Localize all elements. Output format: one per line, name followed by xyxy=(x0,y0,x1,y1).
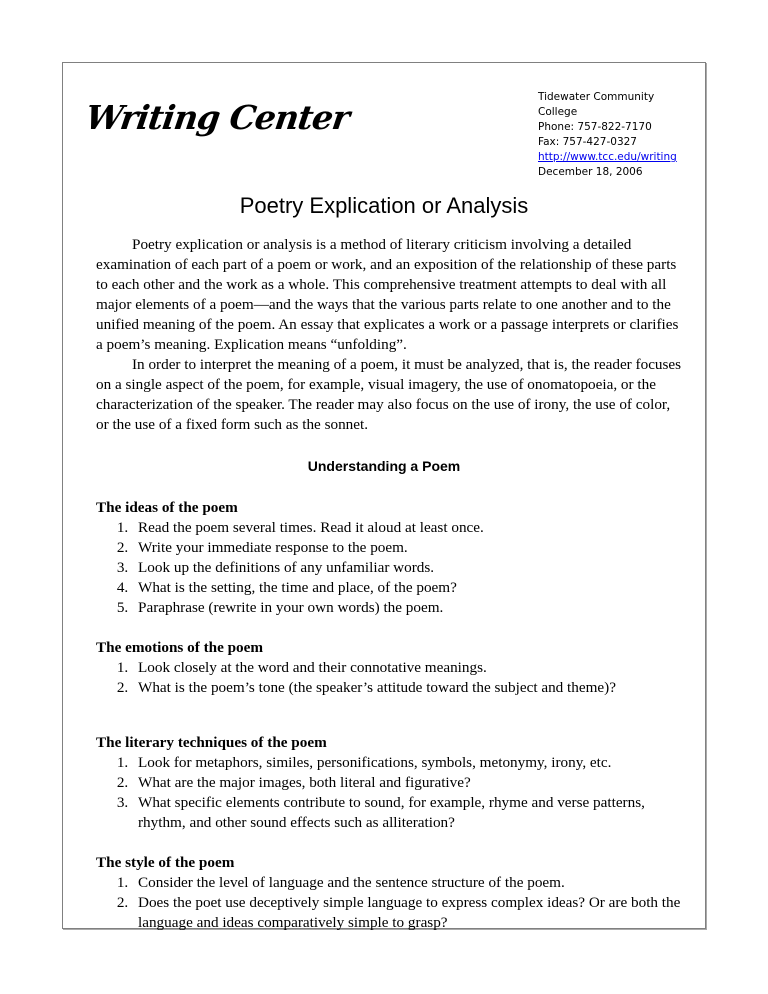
list-item: 2. Does the poet use deceptively simple language to express complex ideas? Or are both the language and ideas comparatively simple to grasp? xyxy=(132,893,686,933)
section-heading: The literary techniques of the poem xyxy=(96,734,327,751)
section-style xyxy=(96,853,686,933)
list-item: 2. What are the major images, both literal and figurative? xyxy=(132,773,686,793)
list-item: 1. Look for metaphors, similes, personifications, symbols, metonymy, irony, etc. xyxy=(132,753,686,773)
contact-block xyxy=(538,90,677,180)
page-title: Poetry Explication or Analysis xyxy=(239,193,529,218)
section-heading: The emotions of the poem xyxy=(96,639,264,656)
writing-center-logo: Writing Center xyxy=(83,98,352,137)
contact-phone: Phone: 757-822-7170 xyxy=(538,121,652,133)
list-item: 1. Consider the level of language and the sentence structure of the poem. xyxy=(132,873,686,893)
list-item: 2. What is the poem’s tone (the speaker’s attitude toward the subject and theme)? xyxy=(132,678,686,698)
intro-paragraph: Poetry explication or analysis is a method of literary criticism involving a detailed examination of each part of a poem or work, and an exposition of the relationship of these parts to each other and the work as a whole. This comprehensive treatment attempts to deal with all major elements of a poem—and the ways that the various parts relate to one another and to the unified meaning of the poem. An essay that explicates a work or a passage interprets or clarifies a poem’s meaning. Explication means “unfolding”. xyxy=(96,236,679,353)
list-item: 1. Read the poem several times. Read it aloud at least once. xyxy=(132,518,686,538)
intro-text xyxy=(96,235,686,435)
list-item: 1. Look closely at the word and their connotative meanings. xyxy=(132,658,686,678)
website-link[interactable]: http://www.tcc.edu/writing xyxy=(538,151,677,163)
list-item: 2. Write your immediate response to the poem. xyxy=(132,538,686,558)
section-techniques xyxy=(96,733,686,833)
list-item: 3. Look up the definitions of any unfamiliar words. xyxy=(132,558,686,578)
section-heading: The ideas of the poem xyxy=(96,499,238,516)
contact-fax: Fax: 757-427-0327 xyxy=(538,136,637,148)
section-heading: The style of the poem xyxy=(96,854,235,871)
list-item: 5. Paraphrase (rewrite in your own words) the poem. xyxy=(132,598,686,618)
intro-paragraph: In order to interpret the meaning of a poem, it must be analyzed, that is, the reader focuses on a single aspect of the poem, for example, visual imagery, the use of onomatopoeia, or the characterization of the speaker. The reader may also focus on the use of irony, the use of color, or the use of a fixed form such as the sonnet. xyxy=(96,356,682,433)
document-date: December 18, 2006 xyxy=(538,166,643,178)
section-subheading: Understanding a Poem xyxy=(307,458,461,474)
section-ideas xyxy=(96,498,686,618)
section-emotions xyxy=(96,638,686,698)
list-item: 4. What is the setting, the time and place, of the poem? xyxy=(132,578,686,598)
contact-line: College xyxy=(538,106,578,118)
contact-line: Tidewater Community xyxy=(538,91,655,103)
list-item: 3. What specific elements contribute to sound, for example, rhyme and verse patterns, rhythm, and other sound effects such as alliteration? xyxy=(132,793,686,833)
